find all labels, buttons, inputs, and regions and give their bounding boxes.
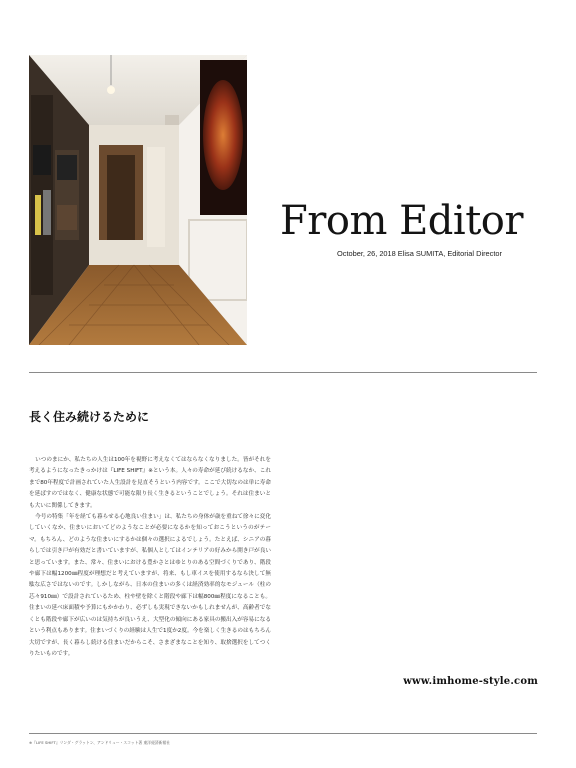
interior-hallway-photo	[29, 55, 247, 345]
article-paragraph: いつのまにか、私たちの人生は100年を視野に考えなくてはならなくなりました。皆がそれを考えるようになったきっかけは『LIFE SHIFT』※という本。人々の寿命が延び続けるなか、これまで80年程度で計画されていた人生設計を見直そうという内容です。ここで大切なのは単に寿命を延ばすのではなく、健康な状態で可能な限り長く生きるということでしょう。それは住まいとも大いに関係してきます。	[29, 457, 271, 509]
bottom-divider	[29, 733, 537, 734]
article-paragraph: 今号の特集「年を経ても暮らせる心地良い住まい」は、私たちの身体が歳を重ねて徐々に変化していくなか、住まいにおいてどのようなことが必要になるかを知っておこうというのがテーマ。もちろん、どのような住まいにするかは個々の選択によるでしょう。たとえば、シニアの暮らしでは引き戸が有効だと書いていますが、私個人としてはインテリアの好みから開き戸が良いと思っています。また、常々、住まいにおける豊かさとはゆとりのある空間づくりであり、階段や廊下は幅1200㎜程度が理想だと考えていますが、将来、もし車イスを使用するなら決して無駄な広さではないのです。しかしながら、日本の住まいの多くは経済効率的なモジュール（柱の芯々910㎜）で設計されているため、柱や壁を除くと階段や廊下は幅800㎜程度になることも。住まいの延べ床面積や予算にもかかわり、必ずしも実現できないかもしれませんが、高齢者でなくとも階段や廊下が広いのは気持ちが良いうえ、大型化の傾向にある家具の搬出入が容易になるという利点もあります。住まいづくりの経験は人生で1度か2度。今を楽しく生きるのはもちろん大切ですが、長く暮らし続ける住まいだからこそ、さまざまなことを知り、取捨選択をしてつくりたいものです。	[29, 514, 271, 657]
editor-byline: October, 26, 2018 Elisa SUMITA, Editorial Director	[337, 249, 502, 258]
footnote: ※『LIFE SHIFT』リンダ・グラットン、アンドリュー・スコット著 東洋経済新報社	[29, 740, 171, 745]
website-url[interactable]: www.imhome-style.com	[403, 676, 538, 687]
article-body	[29, 455, 271, 660]
article-heading: 長く住み続けるために	[29, 410, 150, 424]
editor-title: From Editor	[280, 198, 523, 244]
top-divider	[29, 372, 537, 373]
